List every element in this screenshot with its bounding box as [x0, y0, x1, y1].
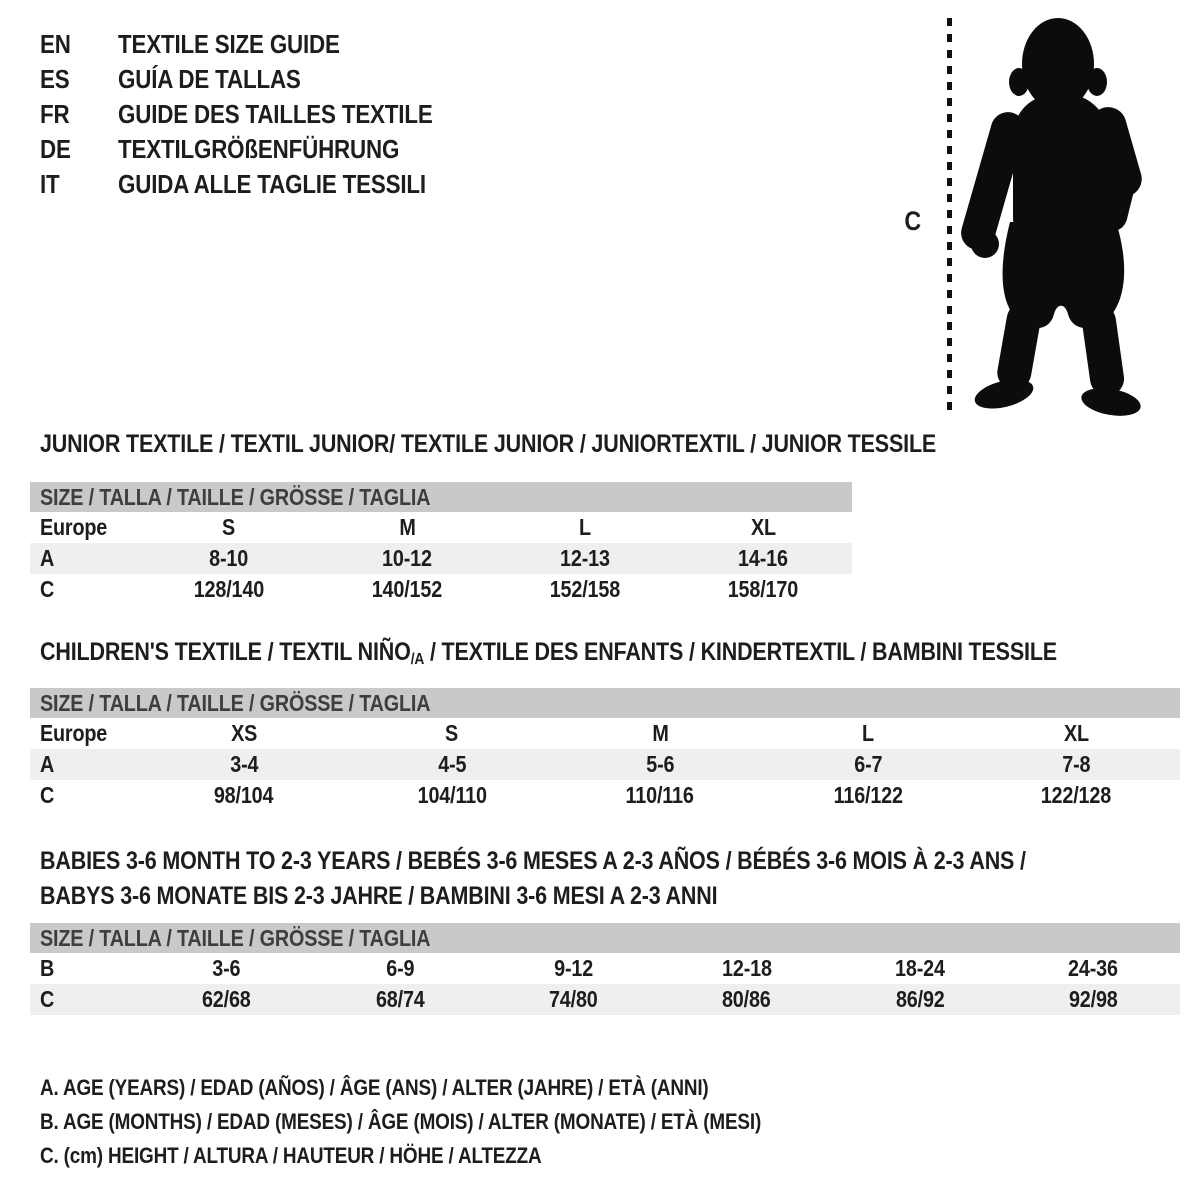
row-label: A — [40, 545, 55, 571]
lang-code-it: IT — [40, 169, 60, 199]
lang-row-de — [40, 132, 484, 167]
children-section-title: CHILDREN'S TEXTILE / TEXTIL NIÑO/A / TEXTILE DES ENFANTS / KINDERTEXTIL / BAMBINI TESSILE — [40, 638, 1057, 668]
lang-title-it: GUIDA ALLE TAGLIE TESSILI — [118, 169, 426, 199]
junior-section-title: JUNIOR TEXTILE / TEXTIL JUNIOR/ TEXTILE JUNIOR / JUNIORTEXTIL / JUNIOR TESSILE — [40, 430, 937, 458]
height-measure-label: C — [904, 206, 921, 236]
row-label: A — [40, 751, 55, 777]
lang-row-es — [40, 62, 484, 97]
lang-title-de: TEXTILGRÖßENFÜHRUNG — [118, 134, 400, 164]
junior-size-header-bar: SIZE / TALLA / TAILLE / GRÖSSE / TAGLIA — [30, 482, 852, 512]
table-row: Europe XS S M L XL — [30, 718, 1180, 749]
table-row: B 3-6 6-9 9-12 12-18 18-24 24-36 — [30, 953, 1180, 984]
row-label: C — [40, 782, 55, 808]
lang-row-en — [40, 27, 484, 62]
lang-title-es: GUÍA DE TALLAS — [118, 64, 301, 94]
lang-code-fr: FR — [40, 99, 70, 129]
row-label: B — [40, 955, 55, 981]
lang-title-fr: GUIDE DES TAILLES TEXTILE — [118, 99, 433, 129]
babies-size-table — [30, 923, 1180, 1015]
table-row: A 8-10 10-12 12-13 14-16 — [30, 543, 852, 574]
lang-title-en: TEXTILE SIZE GUIDE — [118, 29, 340, 59]
junior-size-table — [30, 482, 852, 605]
children-size-table — [30, 688, 1180, 811]
toddler-silhouette-figure — [958, 14, 1158, 416]
table-row: C 128/140 140/152 152/158 158/170 — [30, 574, 852, 605]
row-label: Europe — [40, 514, 108, 540]
babies-title-line2: BABYS 3-6 MONATE BIS 2-3 JAHRE / BAMBINI 3-6 MESI A 2-3 ANNI — [40, 882, 718, 910]
legend-line-b: B. AGE (MONTHS) / EDAD (MESES) / ÂGE (MOIS) / ALTER (MONATE) / ETÀ (MESI) — [40, 1109, 762, 1134]
lang-code-de: DE — [40, 134, 71, 164]
children-size-header-bar: SIZE / TALLA / TAILLE / GRÖSSE / TAGLIA — [30, 688, 1180, 718]
babies-size-header-bar: SIZE / TALLA / TAILLE / GRÖSSE / TAGLIA — [30, 923, 1180, 953]
language-title-list — [40, 27, 484, 202]
table-row: Europe S M L XL — [30, 512, 852, 543]
lang-code-es: ES — [40, 64, 70, 94]
nino-a-subscript: /A — [410, 651, 425, 668]
row-label: Europe — [40, 720, 108, 746]
lang-code-en: EN — [40, 29, 71, 59]
table-row: C 62/68 68/74 74/80 80/86 86/92 92/98 — [30, 984, 1180, 1015]
measure-legend — [40, 1071, 878, 1173]
height-measure-dashed-line — [947, 18, 952, 416]
row-label: C — [40, 576, 55, 602]
lang-row-it — [40, 167, 484, 202]
babies-section-title — [40, 844, 1186, 914]
table-row: A 3-4 4-5 5-6 6-7 7-8 — [30, 749, 1180, 780]
row-label: C — [40, 986, 55, 1012]
lang-row-fr — [40, 97, 484, 132]
legend-line-a: A. AGE (YEARS) / EDAD (AÑOS) / ÂGE (ANS) / ALTER (JAHRE) / ETÀ (ANNI) — [40, 1075, 709, 1100]
babies-title-line1: BABIES 3-6 MONTH TO 2-3 YEARS / BEBÉS 3-6 MESES A 2-3 AÑOS / BÉBÉS 3-6 MOIS À 2-3 ANS / — [40, 847, 1026, 875]
table-row: C 98/104 104/110 110/116 116/122 122/128 — [30, 780, 1180, 811]
legend-line-c: C. (cm) HEIGHT / ALTURA / HAUTEUR / HÖHE / ALTEZZA — [40, 1143, 542, 1168]
